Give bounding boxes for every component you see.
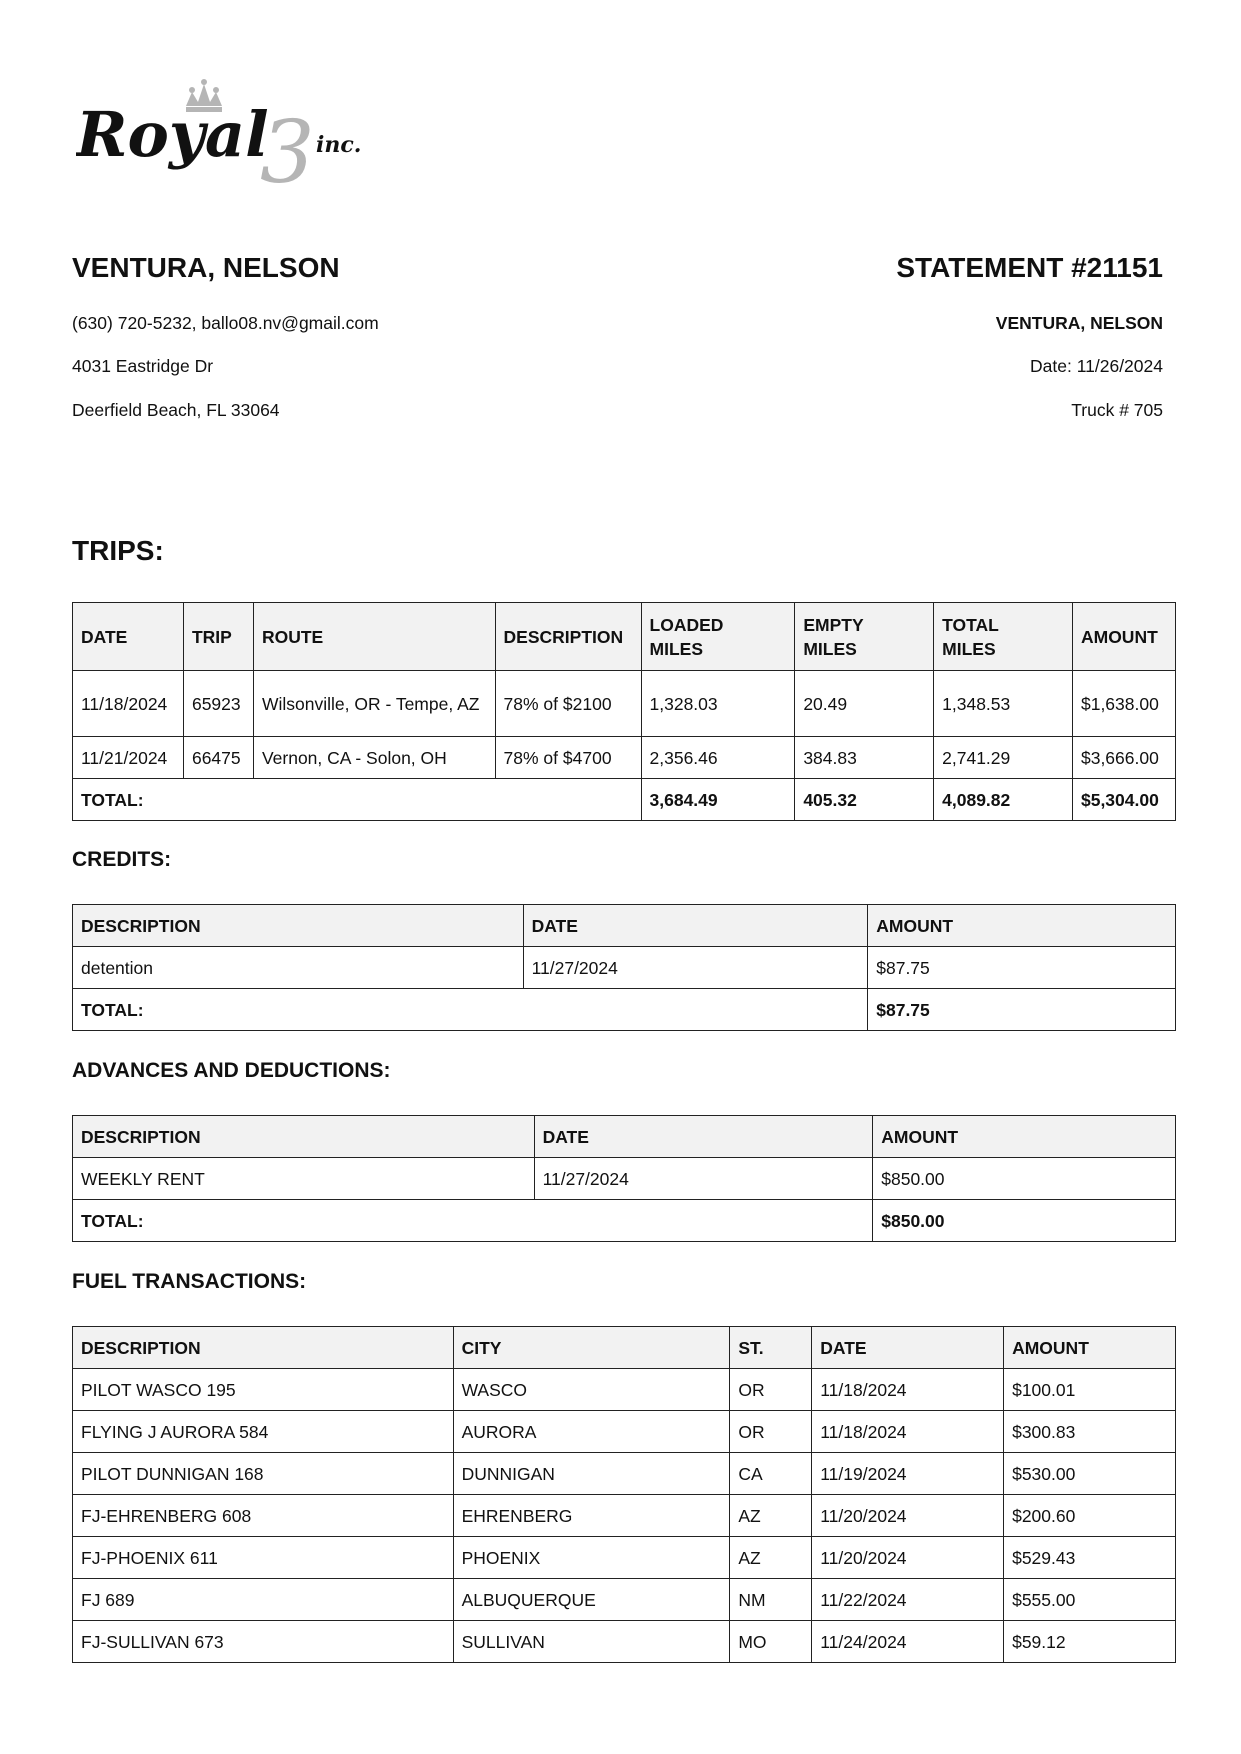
trip-date: 11/18/2024 (73, 671, 184, 737)
trip-route: Vernon, CA - Solon, OH (253, 737, 495, 779)
fuel-state: NM (730, 1579, 812, 1621)
fuel-col-state: ST. (730, 1327, 812, 1369)
trip-loaded-miles: 2,356.46 (641, 737, 795, 779)
trip-date: 11/21/2024 (73, 737, 184, 779)
credits-col-date: DATE (523, 905, 868, 947)
trips-col-total-miles: TOTAL MILES (934, 603, 1073, 671)
logo-numeral: 3 (260, 103, 315, 198)
credits-table (72, 904, 1176, 1031)
trips-total-row (73, 779, 1176, 821)
fuel-city: EHRENBERG (453, 1495, 730, 1537)
credit-date: 11/27/2024 (523, 947, 868, 989)
trips-col-description: DESCRIPTION (495, 603, 641, 671)
statement-date: Date: 11/26/2024 (1030, 356, 1163, 376)
deduction-amount: $850.00 (873, 1158, 1176, 1200)
credits-col-description: DESCRIPTION (73, 905, 524, 947)
credit-amount: $87.75 (868, 947, 1176, 989)
table-row (73, 1453, 1176, 1495)
fuel-date: 11/20/2024 (812, 1495, 1004, 1537)
fuel-date: 11/24/2024 (812, 1621, 1004, 1663)
fuel-amount: $555.00 (1004, 1579, 1176, 1621)
driver-contact: (630) 720-5232, ballo08.nv@gmail.com (72, 313, 379, 333)
truck-number: Truck # 705 (1071, 400, 1163, 420)
trip-number: 66475 (183, 737, 253, 779)
fuel-amount: $530.00 (1004, 1453, 1176, 1495)
fuel-description: PILOT WASCO 195 (73, 1369, 454, 1411)
table-row (73, 671, 1176, 737)
company-logo (76, 78, 386, 198)
fuel-state: OR (730, 1411, 812, 1453)
trip-empty-miles: 20.49 (795, 671, 934, 737)
fuel-description: FJ-EHRENBERG 608 (73, 1495, 454, 1537)
table-row (73, 1495, 1176, 1537)
trips-title: TRIPS: (72, 535, 164, 566)
trips-header-row (73, 603, 1176, 671)
logo-suffix: inc. (316, 132, 362, 158)
deductions-total-row (73, 1200, 1176, 1242)
table-row (73, 1621, 1176, 1663)
deduction-date: 11/27/2024 (534, 1158, 873, 1200)
fuel-col-date: DATE (812, 1327, 1004, 1369)
trip-route: Wilsonville, OR - Tempe, AZ (253, 671, 495, 737)
table-row (73, 1537, 1176, 1579)
deductions-col-amount: AMOUNT (873, 1116, 1176, 1158)
table-row (73, 737, 1176, 779)
fuel-col-city: CITY (453, 1327, 730, 1369)
credits-total-label: TOTAL: (73, 989, 868, 1031)
trip-description: 78% of $4700 (495, 737, 641, 779)
trip-total-miles: 2,741.29 (934, 737, 1073, 779)
fuel-city: ALBUQUERQUE (453, 1579, 730, 1621)
credits-total-amount: $87.75 (868, 989, 1176, 1031)
fuel-description: FJ-SULLIVAN 673 (73, 1621, 454, 1663)
credits-total-row (73, 989, 1176, 1031)
fuel-city: AURORA (453, 1411, 730, 1453)
fuel-description: FJ 689 (73, 1579, 454, 1621)
deduction-description: WEEKLY RENT (73, 1158, 535, 1200)
trip-number: 65923 (183, 671, 253, 737)
fuel-col-description: DESCRIPTION (73, 1327, 454, 1369)
deductions-col-description: DESCRIPTION (73, 1116, 535, 1158)
credits-title: CREDITS: (72, 848, 172, 871)
fuel-date: 11/18/2024 (812, 1411, 1004, 1453)
table-row (73, 947, 1176, 989)
credit-description: detention (73, 947, 524, 989)
trip-empty-miles: 384.83 (795, 737, 934, 779)
trip-loaded-miles: 1,328.03 (641, 671, 795, 737)
statement-number: STATEMENT #21151 (896, 252, 1163, 283)
deductions-table (72, 1115, 1176, 1242)
fuel-title: FUEL TRANSACTIONS: (72, 1270, 307, 1293)
trip-description: 78% of $2100 (495, 671, 641, 737)
fuel-description: FLYING J AURORA 584 (73, 1411, 454, 1453)
table-row (73, 1411, 1176, 1453)
fuel-date: 11/22/2024 (812, 1579, 1004, 1621)
fuel-table (72, 1326, 1176, 1663)
trips-total-amount: $5,304.00 (1072, 779, 1175, 821)
fuel-state: AZ (730, 1495, 812, 1537)
trips-col-trip: TRIP (183, 603, 253, 671)
fuel-amount: $200.60 (1004, 1495, 1176, 1537)
fuel-state: AZ (730, 1537, 812, 1579)
fuel-amount: $59.12 (1004, 1621, 1176, 1663)
fuel-city: SULLIVAN (453, 1621, 730, 1663)
deductions-title: ADVANCES AND DEDUCTIONS: (72, 1059, 391, 1082)
fuel-amount: $300.83 (1004, 1411, 1176, 1453)
fuel-description: PILOT DUNNIGAN 168 (73, 1453, 454, 1495)
fuel-state: OR (730, 1369, 812, 1411)
trips-col-loaded-miles: LOADED MILES (641, 603, 795, 671)
trips-total-label: TOTAL: (73, 779, 642, 821)
trips-col-amount: AMOUNT (1072, 603, 1175, 671)
fuel-city: WASCO (453, 1369, 730, 1411)
fuel-state: MO (730, 1621, 812, 1663)
trip-amount: $1,638.00 (1072, 671, 1175, 737)
fuel-date: 11/20/2024 (812, 1537, 1004, 1579)
fuel-date: 11/19/2024 (812, 1453, 1004, 1495)
fuel-state: CA (730, 1453, 812, 1495)
fuel-city: PHOENIX (453, 1537, 730, 1579)
fuel-col-amount: AMOUNT (1004, 1327, 1176, 1369)
deductions-header-row (73, 1116, 1176, 1158)
trips-table (72, 602, 1176, 821)
fuel-amount: $100.01 (1004, 1369, 1176, 1411)
logo-script: Royal (76, 98, 269, 171)
deductions-total-amount: $850.00 (873, 1200, 1176, 1242)
fuel-date: 11/18/2024 (812, 1369, 1004, 1411)
table-row (73, 1579, 1176, 1621)
table-row (73, 1369, 1176, 1411)
trips-col-route: ROUTE (253, 603, 495, 671)
driver-address-line1: 4031 Eastridge Dr (72, 356, 214, 376)
driver-address-line2: Deerfield Beach, FL 33064 (72, 400, 280, 420)
trips-col-date: DATE (73, 603, 184, 671)
fuel-city: DUNNIGAN (453, 1453, 730, 1495)
driver-name: VENTURA, NELSON (72, 252, 340, 283)
trips-total-empty: 405.32 (795, 779, 934, 821)
trip-total-miles: 1,348.53 (934, 671, 1073, 737)
trips-total-miles: 4,089.82 (934, 779, 1073, 821)
statement-driver-name: VENTURA, NELSON (995, 313, 1163, 333)
credits-col-amount: AMOUNT (868, 905, 1176, 947)
fuel-amount: $529.43 (1004, 1537, 1176, 1579)
trip-amount: $3,666.00 (1072, 737, 1175, 779)
deductions-col-date: DATE (534, 1116, 873, 1158)
trips-total-loaded: 3,684.49 (641, 779, 795, 821)
fuel-header-row (73, 1327, 1176, 1369)
table-row (73, 1158, 1176, 1200)
trips-col-empty-miles: EMPTY MILES (795, 603, 934, 671)
credits-header-row (73, 905, 1176, 947)
fuel-description: FJ-PHOENIX 611 (73, 1537, 454, 1579)
deductions-total-label: TOTAL: (73, 1200, 873, 1242)
